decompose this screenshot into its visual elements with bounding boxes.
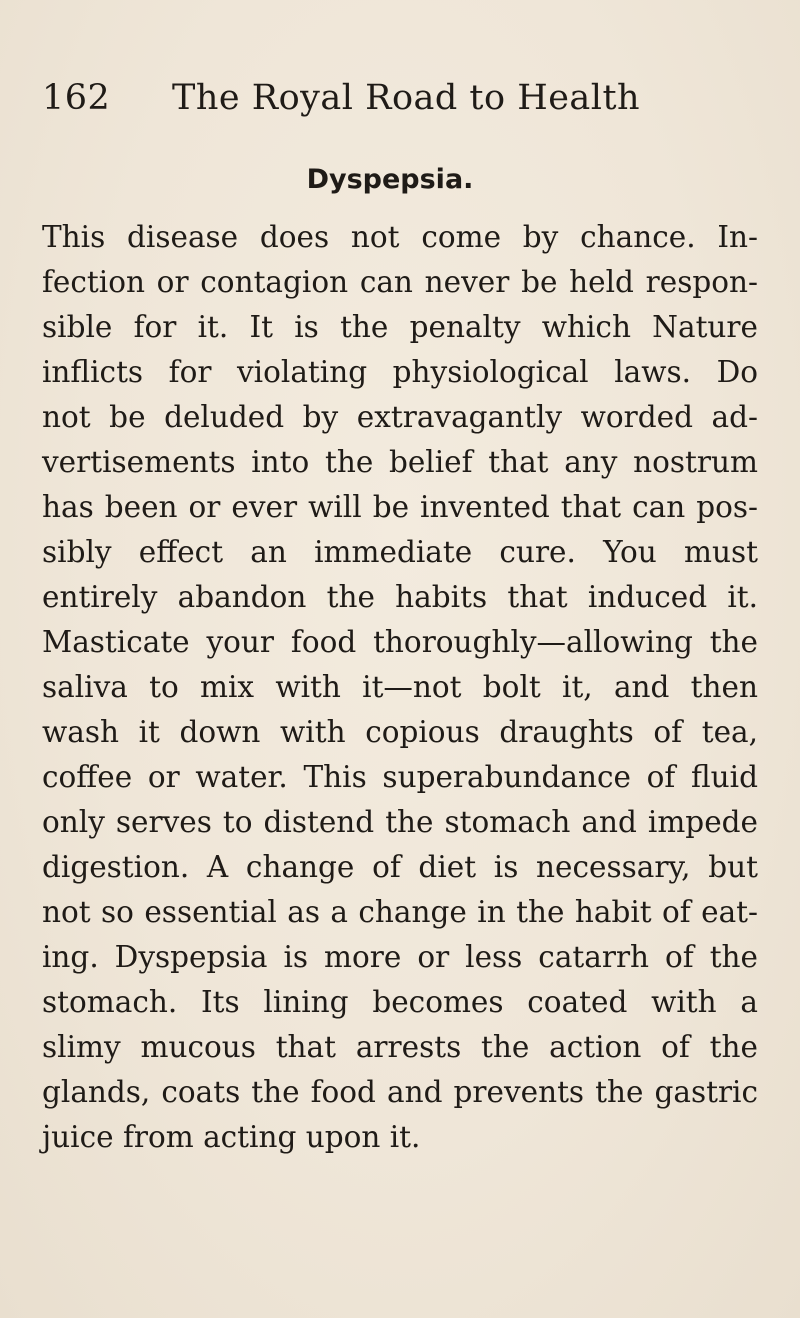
text-line: only serves to distend the stomach and impede bbox=[42, 805, 758, 839]
text-line: slimy mucous that arrests the action of the bbox=[42, 1030, 758, 1064]
text-line-last: juice from acting upon it. bbox=[42, 1120, 421, 1154]
text-line: inflicts for violating physiological laws. Do bbox=[42, 355, 758, 389]
text-line: This disease does not come by chance. In- bbox=[42, 220, 758, 254]
text-line: not be deluded by extravagantly worded ad- bbox=[42, 400, 758, 434]
page-header bbox=[42, 78, 758, 118]
text-line: sible for it. It is the penalty which Nature bbox=[42, 310, 758, 344]
text-line: sibly effect an immediate cure. You must bbox=[42, 535, 758, 569]
text-line: fection or contagion can never be held respon- bbox=[42, 265, 758, 299]
text-line: glands, coats the food and prevents the gastric bbox=[42, 1075, 758, 1109]
text-line: saliva to mix with it—not bolt it, and then bbox=[42, 670, 758, 704]
text-line: not so essential as a change in the habit of eat- bbox=[42, 895, 758, 929]
text-line: Masticate your food thoroughly—allowing the bbox=[42, 625, 758, 659]
page-number: 162 bbox=[42, 78, 111, 118]
text-line: digestion. A change of diet is necessary, but bbox=[42, 850, 758, 884]
text-line: entirely abandon the habits that induced it. bbox=[42, 580, 758, 614]
running-title: The Royal Road to Health bbox=[172, 78, 641, 118]
text-line: stomach. Its lining becomes coated with a bbox=[42, 985, 758, 1019]
section-heading-text: Dyspepsia. bbox=[306, 164, 474, 195]
body-paragraph bbox=[42, 215, 758, 1160]
text-line: has been or ever will be invented that can pos- bbox=[42, 490, 758, 524]
text-line: wash it down with copious draughts of tea, bbox=[42, 715, 758, 749]
text-line: vertisements into the belief that any nostrum bbox=[42, 445, 758, 479]
text-line: coffee or water. This superabundance of fluid bbox=[42, 760, 758, 794]
text-line: ing. Dyspepsia is more or less catarrh of the bbox=[42, 940, 758, 974]
section-heading bbox=[0, 160, 800, 200]
